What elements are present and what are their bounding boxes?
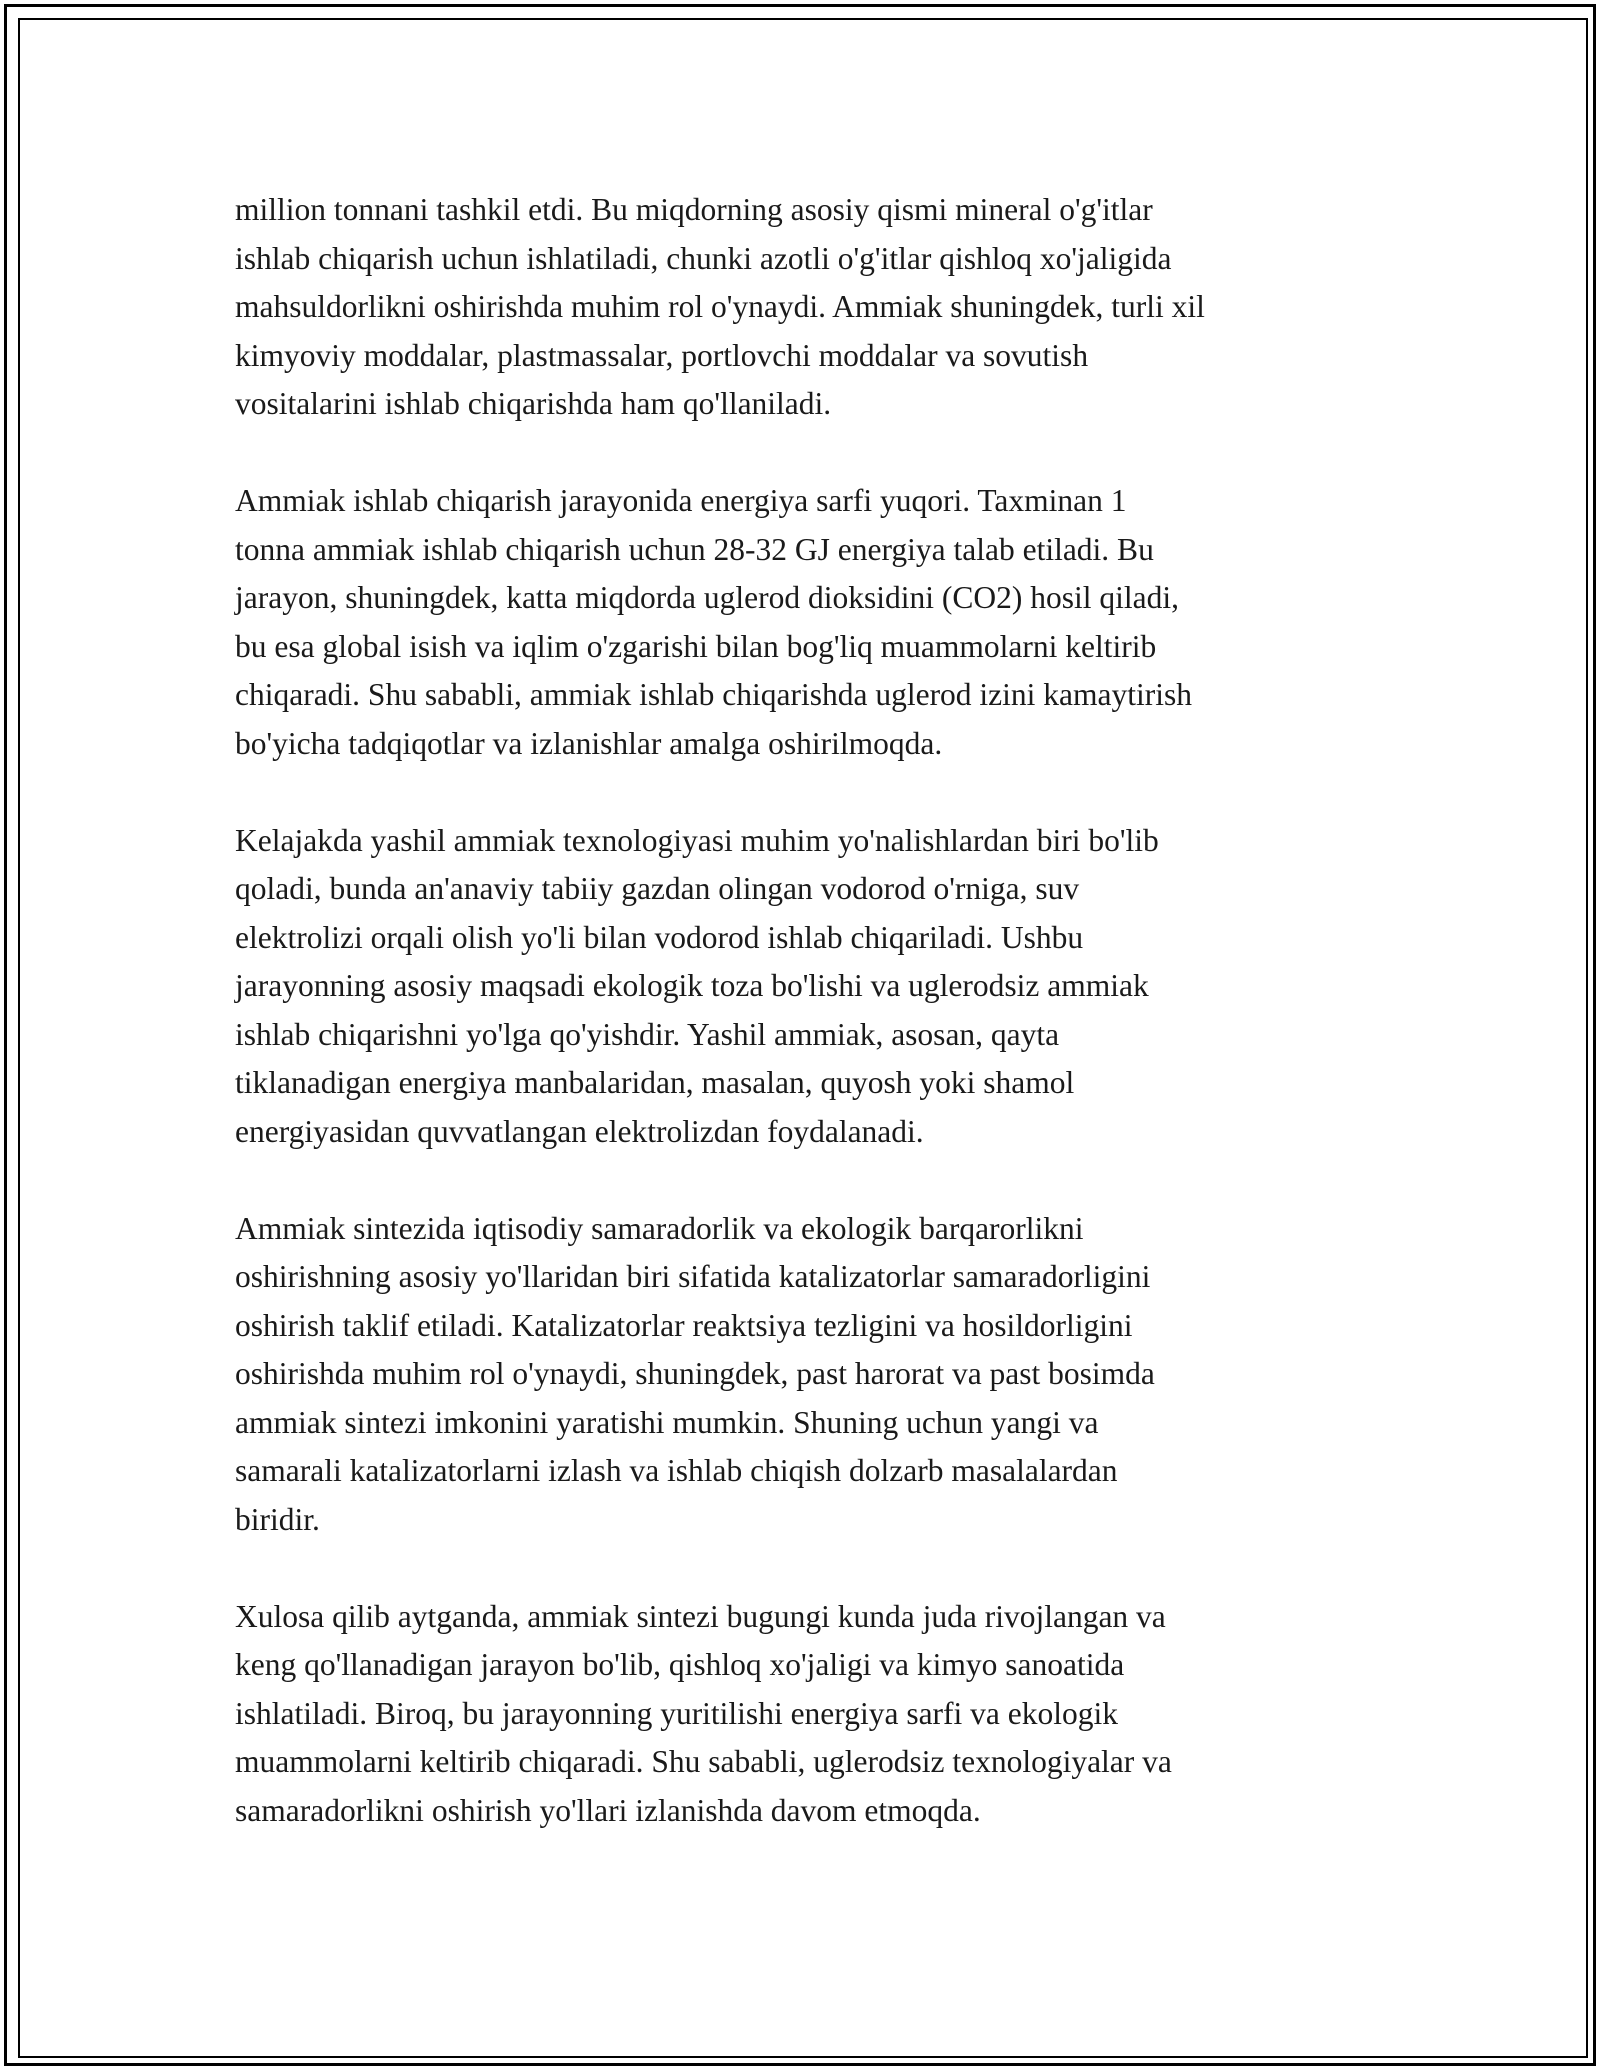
text-line: ishlab chiqarish uchun ishlatiladi, chunki azotli o'g'itlar qishloq xo'jaligida — [235, 240, 1172, 276]
paragraph-5 — [235, 1593, 1415, 1836]
text-line: oshirish taklif etiladi. Katalizatorlar reaktsiya tezligini va hosildorligini — [235, 1307, 1133, 1343]
text-line: ishlab chiqarishni yo'lga qo'yishdir. Yashil ammiak, asosan, qayta — [235, 1016, 1060, 1052]
text-line: Xulosa qilib aytganda, ammiak sintezi bugungi kunda juda rivojlangan va — [235, 1598, 1166, 1634]
text-line: Kelajakda yashil ammiak texnologiyasi muhim yo'nalishlardan biri bo'lib — [235, 822, 1159, 858]
text-line: samaradorlikni oshirish yo'llari izlanishda davom etmoqda. — [235, 1792, 981, 1828]
text-line: oshirishning asosiy yo'llaridan biri sifatida katalizatorlar samaradorligini — [235, 1259, 1151, 1294]
text-line: jarayonning asosiy maqsadi ekologik toza bo'lishi va uglerodsiz ammiak — [235, 968, 1149, 1003]
text-line: elektrolizi orqali olish yo'li bilan vodorod ishlab chiqariladi. Ushbu — [235, 919, 1084, 955]
text-line: muammolarni keltirib chiqaradi. Shu sababli, uglerodsiz texnologiyalar va — [235, 1744, 1172, 1779]
text-line: keng qo'llanadigan jarayon bo'lib, qishloq xo'jaligi va kimyo sanoatida — [235, 1647, 1125, 1682]
text-line: tiklanadigan energiya manbalaridan, masalan, quyosh yoki shamol — [235, 1065, 1075, 1100]
text-line: vositalarini ishlab chiqarishda ham qo'llaniladi. — [235, 386, 832, 421]
text-line: biridir. — [235, 1501, 320, 1537]
text-line: bo'yicha tadqiqotlar va izlanishlar amalga oshirilmoqda. — [235, 725, 943, 761]
text-line: qoladi, bunda an'anaviy tabiiy gazdan olingan vodorod o'rniga, suv — [235, 871, 1080, 906]
text-line: bu esa global isish va iqlim o'zgarishi bilan bog'liq muammolarni keltirib — [235, 628, 1157, 664]
text-line: ishlatiladi. Biroq, bu jarayonning yuritilishi energiya sarfi va ekologik — [235, 1695, 1118, 1731]
paragraph-3 — [235, 817, 1415, 1157]
text-line: million tonnani tashkil etdi. Bu miqdorning asosiy qismi mineral o'g'itlar — [235, 192, 1153, 227]
text-line: mahsuldorlikni oshirishda muhim rol o'ynaydi. Ammiak shuningdek, turli xil — [235, 289, 1205, 324]
text-line: energiyasidan quvvatlangan elektrolizdan foydalanadi. — [235, 1113, 924, 1149]
document-body — [235, 186, 1415, 1884]
paragraph-2 — [235, 477, 1415, 768]
text-line: tonna ammiak ishlab chiqarish uchun 28-32 GJ energiya talab etiladi. Bu — [235, 531, 1154, 567]
paragraph-4 — [235, 1205, 1415, 1545]
text-line: Ammiak sintezida iqtisodiy samaradorlik va ekologik barqarorlikni — [235, 1210, 1084, 1246]
text-line: chiqaradi. Shu sababli, ammiak ishlab chiqarishda uglerod izini kamaytirish — [235, 677, 1193, 712]
paragraph-1 — [235, 186, 1415, 429]
text-line: Ammiak ishlab chiqarish jarayonida energiya sarfi yuqori. Taxminan 1 — [235, 483, 1127, 518]
text-line: oshirishda muhim rol o'ynaydi, shuningdek, past harorat va past bosimda — [235, 1356, 1155, 1391]
text-line: kimyoviy moddalar, plastmassalar, portlovchi moddalar va sovutish — [235, 337, 1089, 373]
text-line: samarali katalizatorlarni izlash va ishlab chiqish dolzarb masalalardan — [235, 1453, 1118, 1488]
text-line: jarayon, shuningdek, katta miqdorda uglerod dioksidini (CO2) hosil qiladi, — [235, 580, 1179, 615]
text-line: ammiak sintezi imkonini yaratishi mumkin. Shuning uchun yangi va — [235, 1404, 1099, 1440]
